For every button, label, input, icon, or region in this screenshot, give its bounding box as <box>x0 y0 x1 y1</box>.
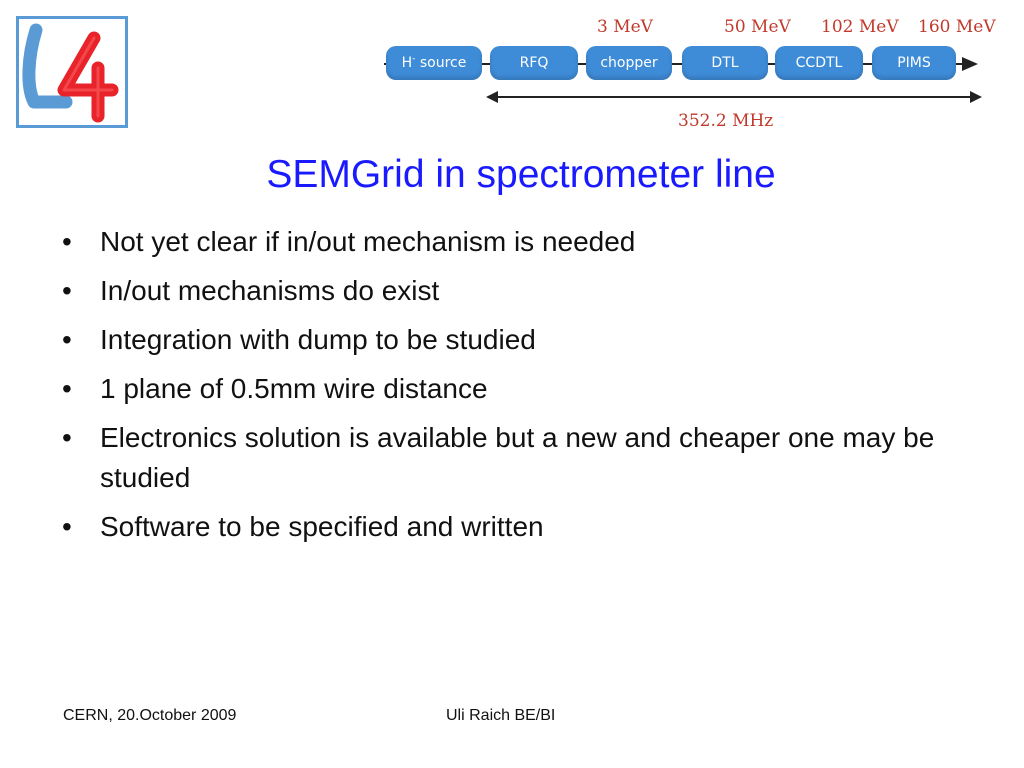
slide-title: SEMGrid in spectrometer line <box>266 153 776 196</box>
energy-label-3mev: 3 MeV <box>597 17 653 37</box>
bullet-item <box>60 320 960 360</box>
bullet-item <box>60 418 960 498</box>
linac4-logo <box>16 16 128 128</box>
frequency-span-line <box>494 96 972 98</box>
box-rfq: RFQ <box>490 46 578 80</box>
bullet-marker: • <box>62 275 72 306</box>
linac4-logo-graphic <box>16 16 128 128</box>
box-pims: PIMS <box>872 46 956 80</box>
bullet-marker: • <box>62 511 72 542</box>
bullet-marker: • <box>62 324 72 355</box>
bullet-text: Not yet clear if in/out mechanism is needed <box>100 226 636 257</box>
bullet-item <box>60 369 960 409</box>
box-h-source-superscript: - <box>412 54 416 64</box>
box-h-source-label: H <box>401 55 413 71</box>
chain-arrow-icon <box>962 57 978 71</box>
bullet-item <box>60 507 960 547</box>
box-h-source-suffix: source <box>415 55 467 71</box>
bullet-marker: • <box>62 226 72 257</box>
frequency-label: 352.2 MHz <box>678 111 774 131</box>
box-ccdtl: CCDTL <box>775 46 863 80</box>
bullet-text: Electronics solution is available but a new and cheaper one may be studied <box>100 422 935 493</box>
frequency-arrow-right-icon <box>970 91 982 103</box>
bullet-text: Integration with dump to be studied <box>100 324 536 355</box>
bullet-text: In/out mechanisms do exist <box>100 275 440 306</box>
energy-label-50mev: 50 MeV <box>724 17 791 37</box>
box-h-source <box>386 46 482 80</box>
footer-author: Uli Raich BE/BI <box>446 707 556 724</box>
bullet-item <box>60 271 960 311</box>
energy-label-160mev: 160 MeV <box>918 17 996 37</box>
bullet-marker: • <box>62 422 72 453</box>
bullet-list <box>60 222 960 556</box>
box-chopper: chopper <box>586 46 672 80</box>
bullet-text: 1 plane of 0.5mm wire distance <box>100 373 488 404</box>
footer-date: CERN, 20.October 2009 <box>63 707 237 724</box>
bullet-item <box>60 222 960 262</box>
bullet-text: Software to be specified and written <box>100 511 544 542</box>
energy-label-102mev: 102 MeV <box>821 17 899 37</box>
bullet-marker: • <box>62 373 72 404</box>
box-dtl: DTL <box>682 46 768 80</box>
